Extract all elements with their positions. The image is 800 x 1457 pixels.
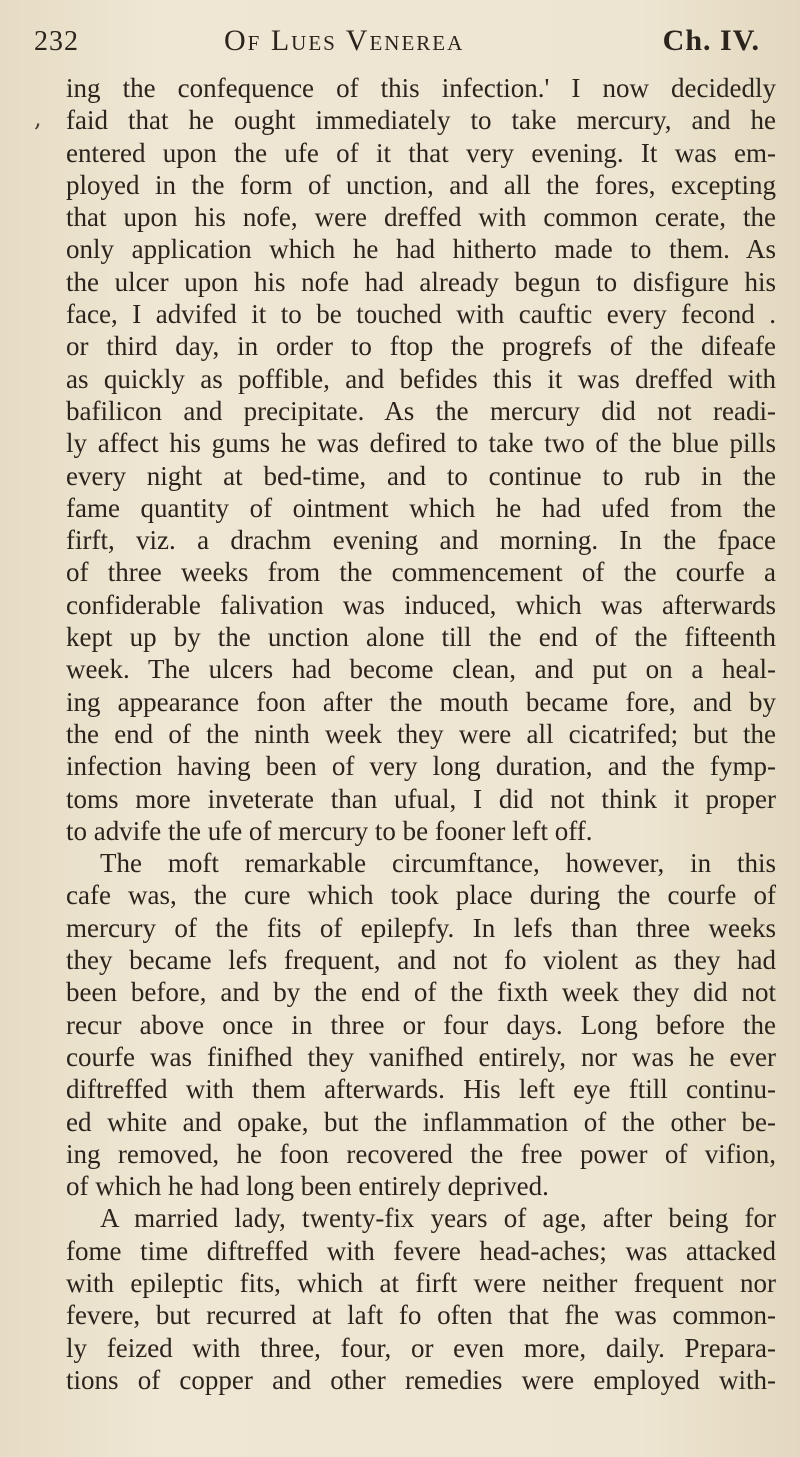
text-line: The moft remarkable circumftance, however, in this — [100, 848, 776, 879]
text-line: faid that he ought immediately to take mercury, and he — [66, 105, 776, 136]
text-line: kept up by the unction alone till the end of the fifteenth — [66, 622, 776, 653]
text-line: diftreffed with them afterwards. His left eye ftill continu- — [66, 1074, 776, 1105]
text-line: ly feized with three, four, or even more, daily. Prepara- — [66, 1332, 776, 1363]
text-line: confiderable falivation was induced, which was afterwards — [66, 589, 776, 620]
text-line: A married lady, twenty-fix years of age, after being for — [100, 1203, 776, 1234]
text-line: ly affect his gums he was defired to take two of the blue pills — [66, 428, 776, 459]
text-line: tions of copper and other remedies were employed with- — [66, 1364, 776, 1395]
text-line: entered upon the ufe of it that very evening. It was em- — [66, 137, 776, 168]
text-line: fevere, but recurred at laft fo often that fhe was common- — [66, 1300, 776, 1331]
page-header — [34, 18, 778, 62]
running-title: Of Lues Venerea — [224, 24, 465, 57]
text-line: only application which he had hitherto made to them. As — [66, 234, 776, 265]
text-line: or third day, in order to ftop the progrefs of the difeafe — [66, 331, 776, 362]
text-line: firft, viz. a drachm evening and morning. In the fpace — [66, 525, 776, 556]
text-line: of which he had long been entirely deprived. — [66, 1171, 549, 1202]
text-line: fame quantity of ointment which he had ufed from the — [66, 492, 776, 523]
text-line: ed white and opake, but the inflammation of the other be- — [66, 1106, 776, 1137]
text-line: recur above once in three or four days. Long before the — [66, 1009, 776, 1040]
text-line: mercury of the fits of epilepfy. In lefs than three weeks — [66, 912, 776, 943]
text-line: as quickly as poffible, and befides this it was dreffed with — [66, 363, 776, 394]
text-line: they became lefs frequent, and not fo violent as they had — [66, 945, 776, 976]
text-line: with epileptic fits, which at firft were neither frequent nor — [66, 1267, 776, 1298]
text-line: the end of the ninth week they were all cicatrifed; but the — [66, 718, 776, 749]
text-line: face, I advifed it to be touched with cauftic every fecond . — [66, 299, 776, 330]
text-line: toms more inveterate than ufual, I did not think it proper — [66, 783, 776, 814]
text-line: been before, and by the end of the fixth week they did not — [66, 977, 776, 1008]
text-line: ployed in the form of unction, and all the fores, excepting — [66, 169, 776, 200]
text-line: ing removed, he foon recovered the free power of vifion, — [66, 1138, 776, 1169]
text-line: ing appearance foon after the mouth became fore, and by — [66, 686, 776, 717]
text-line: courfe was finifhed they vanifhed entirely, nor was he ever — [66, 1041, 776, 1072]
text-line: ing the confequence of this infection.' I now decidedly — [66, 73, 776, 103]
chapter-reference: Ch. IV. — [662, 24, 760, 57]
margin-mark: , — [34, 104, 42, 132]
text-line: infection having been of very long duration, and the fymp- — [66, 751, 776, 782]
body-text — [66, 72, 776, 1396]
text-line: fome time diftreffed with fevere head-aches; was attacked — [66, 1235, 776, 1266]
text-line: of three weeks from the commencement of the courfe a — [66, 557, 776, 588]
text-line: bafilicon and precipitate. As the mercury did not readi- — [66, 395, 776, 426]
text-line: that upon his nofe, were dreffed with common cerate, the — [66, 202, 776, 233]
text-line: to advife the ufe of mercury to be fooner left off. — [66, 815, 593, 846]
page-number: 232 — [34, 26, 79, 57]
text-line: cafe was, the cure which took place during the courfe of — [66, 880, 776, 911]
text-line: week. The ulcers had become clean, and put on a heal- — [66, 654, 776, 685]
text-line: every night at bed-time, and to continue to rub in the — [66, 460, 776, 491]
text-line: the ulcer upon his nofe had already begun to disfigure his — [66, 266, 776, 297]
